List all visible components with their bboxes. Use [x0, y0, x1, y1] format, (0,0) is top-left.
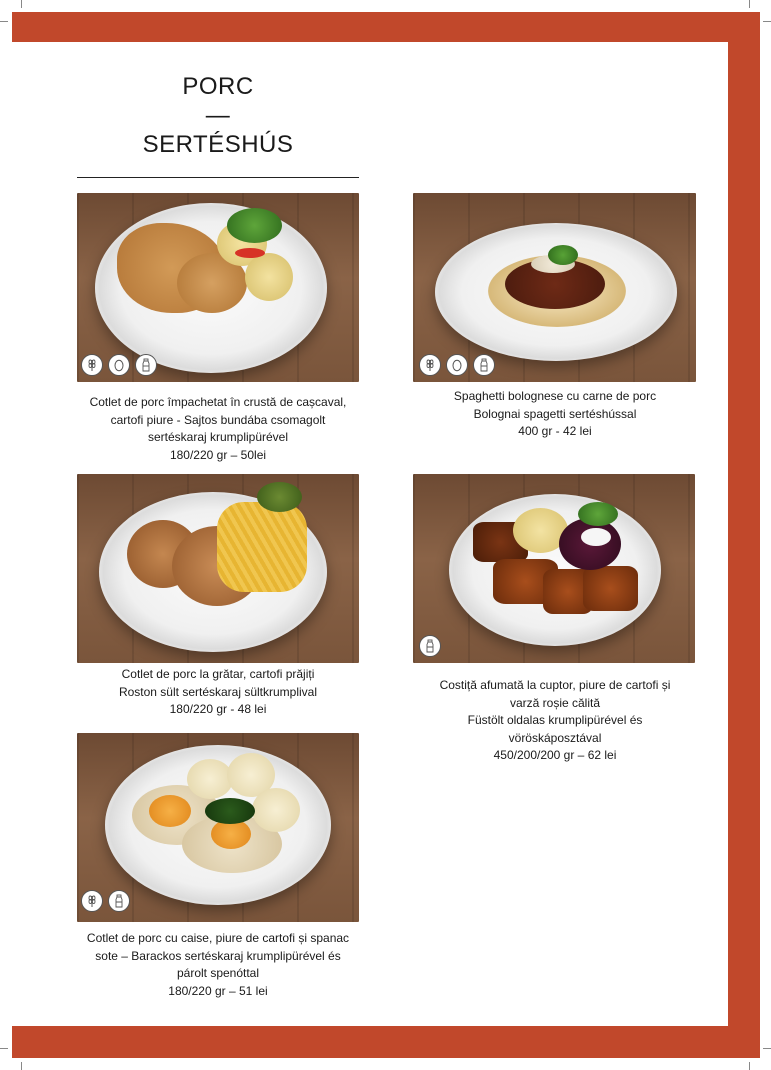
crop-mark	[763, 21, 771, 22]
dish-description-3	[90, 666, 346, 719]
dish-photo-cotlet-cascaval	[77, 193, 359, 382]
crop-mark	[763, 1048, 771, 1049]
crop-mark	[21, 0, 22, 8]
allergen-icons	[419, 354, 495, 376]
title-divider	[77, 177, 359, 178]
title-dash: —	[205, 102, 231, 129]
crop-mark	[749, 0, 750, 8]
egg-icon	[108, 354, 130, 376]
dish-name-line: Füstölt oldalas krumplipürével és	[467, 713, 643, 727]
right-accent-band	[728, 12, 760, 1058]
dish-description-5	[70, 930, 366, 1000]
milk-bottle-icon	[108, 890, 130, 912]
crop-mark	[0, 1048, 8, 1049]
bottom-accent-band	[12, 1026, 760, 1058]
dish-photo-cotlet-gratar	[77, 474, 359, 663]
allergen-icons	[81, 890, 130, 912]
dish-name-line: varză roșie călită	[509, 695, 601, 710]
dish-name-line: Costiță afumată la cuptor, piure de cartofi și	[439, 678, 671, 692]
page-title	[77, 72, 359, 159]
milk-bottle-icon	[419, 635, 441, 657]
dish-photo-spaghetti-bolognese	[413, 193, 696, 382]
crop-mark	[749, 1062, 750, 1070]
dish-weight-price: 400 gr - 42 lei	[518, 424, 592, 438]
dish-name-line: Spaghetti bolognese cu carne de porc	[453, 389, 657, 403]
wheat-icon	[419, 354, 441, 376]
dish-name-line: sote – Barackos sertéskaraj krumplipürével és	[95, 948, 341, 963]
dish-name-line: vöröskáposztával	[508, 730, 602, 745]
title-line-1: PORC	[182, 73, 254, 100]
title-line-2: SERTÉSHÚS	[142, 131, 294, 158]
milk-bottle-icon	[135, 354, 157, 376]
dish-description-1	[70, 394, 366, 464]
dish-photo-cotlet-caise	[77, 733, 359, 922]
dish-name-line: Cotlet de porc cu caise, piure de cartofi și spanac	[86, 931, 350, 945]
dish-name-line: Cotlet de porc împachetat în crustă de cașcaval,	[89, 395, 347, 409]
crop-mark	[0, 21, 8, 22]
dish-name-line: sertéskaraj krumplipürével	[147, 430, 289, 444]
wheat-icon	[81, 890, 103, 912]
dish-name-line: cartofi piure - Sajtos bundába csomagolt	[110, 412, 326, 427]
dish-name-line: Bolognai spagetti sertéshússal	[473, 406, 637, 421]
dish-weight-price: 180/220 gr - 48 lei	[169, 702, 267, 716]
dish-weight-price: 180/220 gr – 50lei	[169, 447, 267, 462]
dish-name-line: Roston sült sertéskaraj sültkrumplival	[118, 684, 318, 699]
crop-mark	[21, 1062, 22, 1070]
dish-description-4	[405, 677, 705, 765]
dish-name-line: Cotlet de porc la grătar, cartofi prăjiți	[121, 667, 315, 681]
wheat-icon	[81, 354, 103, 376]
dish-weight-price: 450/200/200 gr – 62 lei	[493, 748, 617, 762]
dish-weight-price: 180/220 gr – 51 lei	[168, 983, 268, 998]
dish-photo-costita-afumata	[413, 474, 695, 663]
allergen-icons	[419, 635, 441, 657]
dish-name-line: párolt spenóttal	[176, 966, 260, 980]
milk-bottle-icon	[473, 354, 495, 376]
egg-icon	[446, 354, 468, 376]
dish-description-2	[405, 388, 705, 441]
allergen-icons	[81, 354, 157, 376]
top-accent-band	[12, 12, 760, 42]
